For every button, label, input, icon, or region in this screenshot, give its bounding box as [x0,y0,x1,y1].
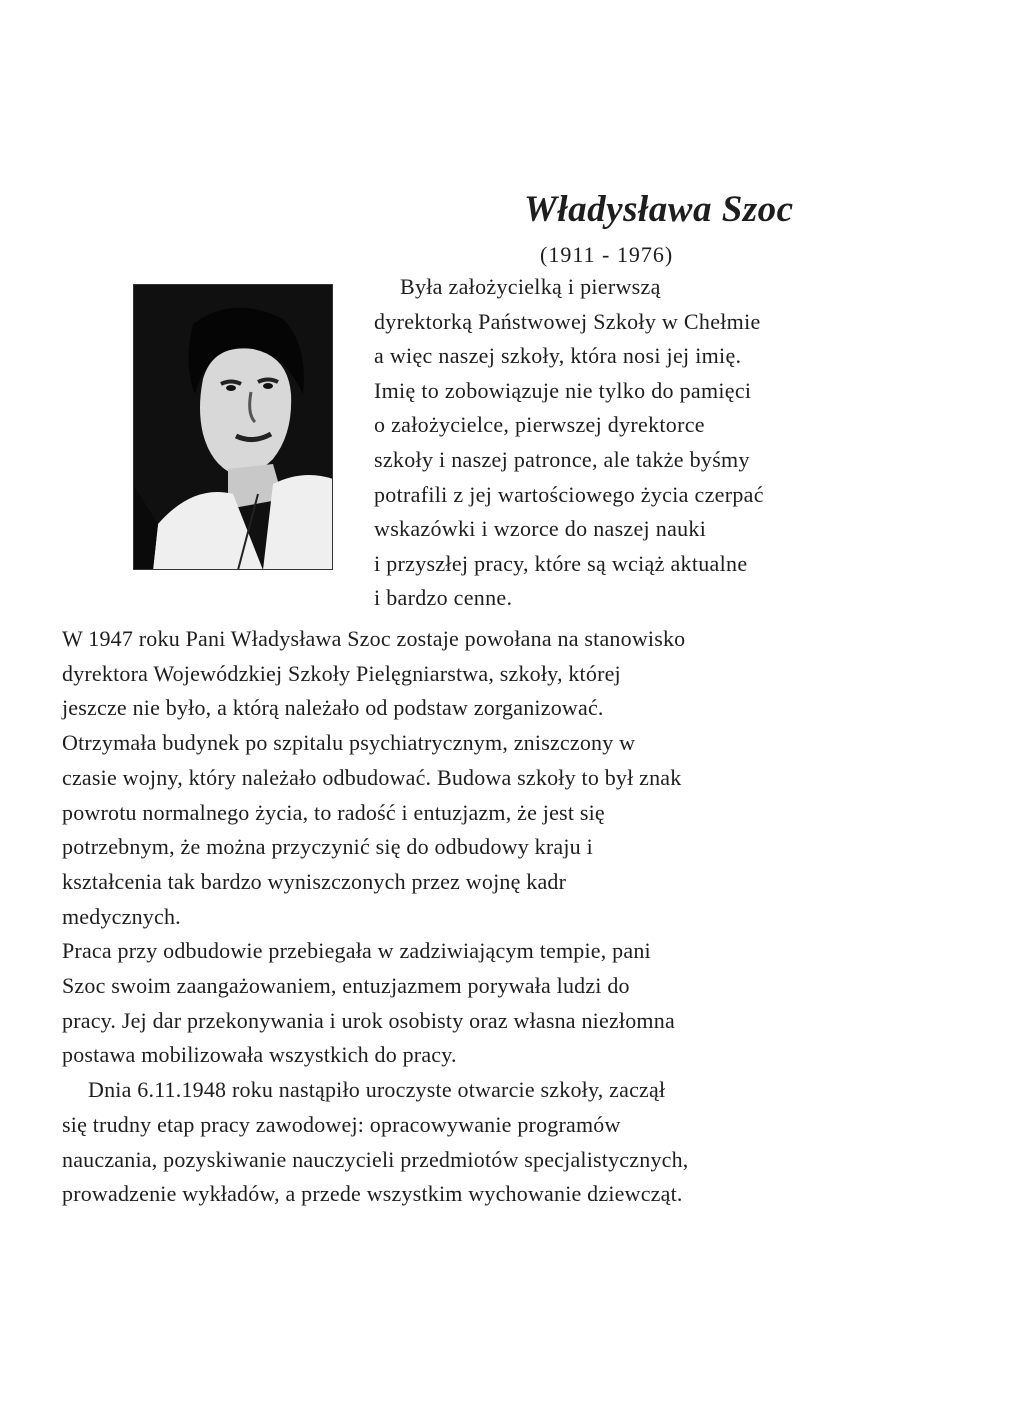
body-line: powrotu normalnego życia, to radość i entuzjazm, że jest się [62,799,605,825]
body-line: Otrzymała budynek po szpitalu psychiatrycznym, zniszczony w [62,730,636,756]
intro-line: szkoły i naszej patronce, ale także byśmy [374,446,750,472]
intro-line: a więc naszej szkoły, która nosi jej imię. [374,343,742,369]
body-line: Praca przy odbudowie przebiegała w zadziwiającym tempie, pani [62,938,651,964]
intro-line: wskazówki i wzorce do naszej nauki [374,516,707,542]
body-line: prowadzenie wykładów, a przede wszystkim wychowanie dziewcząt. [62,1181,683,1207]
body-line: dyrektora Wojewódzkiej Szkoły Pielęgniarstwa, szkoły, której [62,660,621,686]
intro-line: i przyszłej pracy, które są wciąż aktualne [374,550,748,576]
intro-line: Imię to zobowiązuje nie tylko do pamięci [374,377,752,403]
body-line: kształcenia tak bardzo wyniszczonych przez wojnę kadr [62,868,567,894]
body-line: Dnia 6.11.1948 roku nastąpiło uroczyste otwarcie szkoły, zaczął [88,1077,666,1103]
intro-line: i bardzo cenne. [374,585,513,611]
intro-line: dyrektorką Państwowej Szkoły w Chełmie [374,308,761,334]
body-line: Szoc swoim zaangażowaniem, entuzjazmem porywała ludzi do [62,973,630,999]
page-title: Władysława Szoc [524,189,794,230]
body-line: czasie wojny, który należało odbudować. Budowa szkoły to był znak [62,764,682,790]
body-line: pracy. Jej dar przekonywania i urok osobisty oraz własna niezłomna [62,1007,675,1033]
intro-paragraph [374,270,914,616]
intro-line: potrafili z jej wartościowego życia czerpać [374,481,764,507]
body-line: nauczania, pozyskiwanie nauczycieli przedmiotów specjalistycznych, [62,1146,689,1172]
portrait-photo [133,284,333,570]
body-line: medycznych. [62,903,181,929]
body-text [62,622,962,1212]
body-line: W 1947 roku Pani Władysława Szoc zostaje powołana na stanowisko [62,626,686,651]
life-dates: (1911 - 1976) [540,242,674,267]
intro-line: Była założycielką i pierwszą [400,274,661,299]
body-line: postawa mobilizowała wszystkich do pracy. [62,1042,457,1068]
body-line: potrzebnym, że można przyczynić się do odbudowy kraju i [62,834,593,860]
body-line: się trudny etap pracy zawodowej: opracowywanie programów [62,1111,621,1137]
intro-line: o założycielce, pierwszej dyrektorce [374,412,705,438]
portrait-photo-icon [133,284,333,570]
body-line: jeszcze nie było, a którą należało od podstaw zorganizować. [62,695,604,721]
